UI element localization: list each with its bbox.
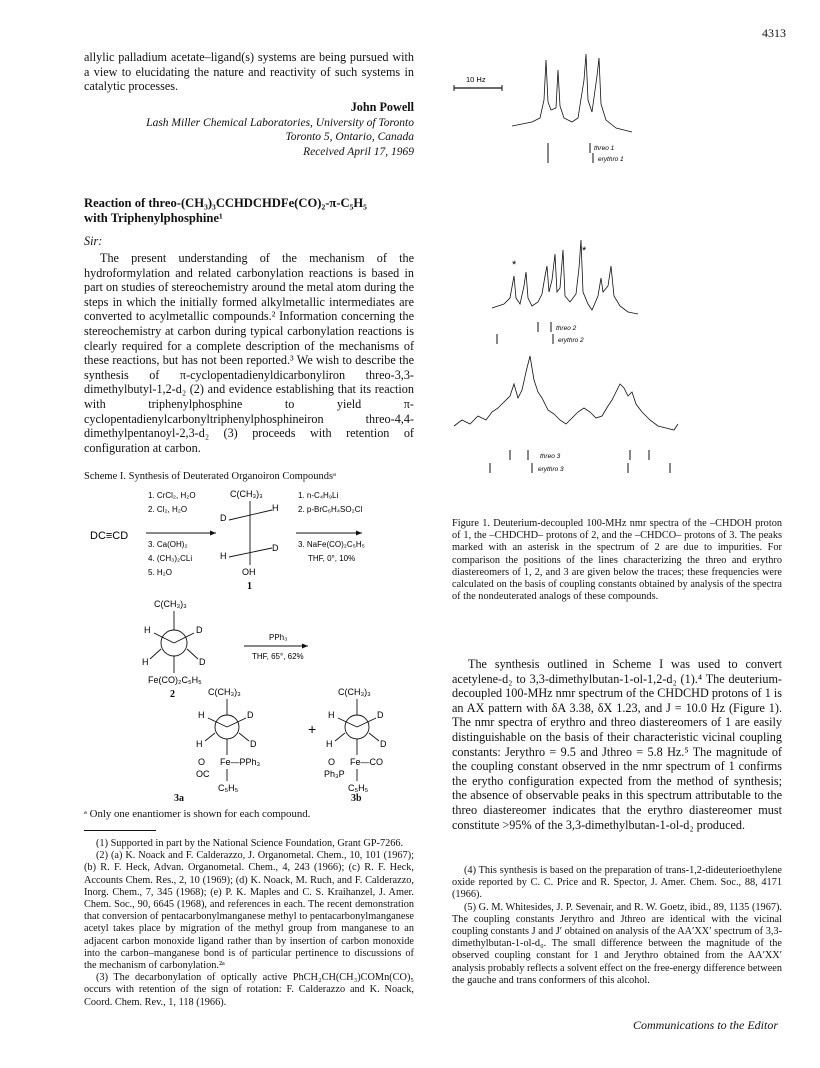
footnote-1: (1) Supported in part by the National Science Foundation, Grant GP-7266.: [96, 838, 404, 849]
c3b-h-bottom: H: [326, 739, 333, 749]
figure-caption: Figure 1. Deuterium-decoupled 100-MHz nmr spectra of the –CHDOH proton of 1, the –CHDCHD– protons of 2, and the –CHDCO– protons of 3. The peaks marked with an asterisk in the spectrum of 2 are due to impurities. For comparison the positions of the lines characterizing the threo and erythro diastereomers of 1, 2, and 3 are given below the traces; these frequencies were calculated on the basis of coupling constants obtained by analysis of the spectra of the nondeuterated analogs of these compounds.: [452, 518, 782, 603]
c3b-h-top: H: [328, 710, 335, 720]
erythro-1-label: erythro 1: [598, 156, 624, 163]
footnotes-right: [452, 865, 782, 987]
body-paragraph-1-text: The present understanding of the mechanism of the hydroformylation and related carbonylation reactions is based in part on studies of stereochemistry around the metal atom during the steps in which the initially formed alkylmetallic intermediates are converted to acylmetallic compounds.² Information concerning the stereochemistry at carbon during typical carbonylation reactions is clearly required for a complete description of the mechanisms of these reactions, but has not been reported.³ We wish to describe the synthesis of π-cyclopentadienyldicarbonyliron threo-3,3-dimethylbutyl-1,2-d₂ (2) and evidence establishing that its reaction with triphenylphosphine to yield π-cyclopentadienylcarbonyltriphenylphosphineiron threo-4,4-dimethylpentanoyl-2,3-d₂ (3) proceeds with retention of configuration at carbon.: [84, 251, 414, 455]
cond1-step-5: 5. H₂O: [148, 568, 172, 577]
c3a-o: O: [198, 757, 206, 767]
affiliation-line-1: Lash Miller Chemical Laboratories, University of Toronto: [146, 117, 414, 129]
c2-fe-group: Fe(CO)₂C₅H₅: [148, 675, 202, 685]
c1-d-top: D: [220, 513, 227, 523]
salutation: Sir:: [84, 234, 103, 248]
c3b-tbu: C(CH₃)₃: [338, 687, 371, 697]
cond3-bottom: THF, 65°, 62%: [252, 652, 304, 661]
c3a-oc: OC: [196, 769, 210, 779]
compound-1-label: 1: [247, 581, 252, 592]
scheme-title: Scheme I. Synthesis of Deuterated Organoiron Compoundsᵃ: [84, 471, 337, 482]
c3a-d-bottom: D: [250, 739, 257, 749]
c3a-h-top: H: [198, 710, 205, 720]
c3b-c5h5: C₅H₅: [348, 783, 369, 793]
threo-1-label: threo 1: [594, 145, 615, 152]
plus-sign: +: [308, 721, 317, 737]
footnotes-left: [84, 838, 414, 1009]
footnote-2: (2) (a) K. Noack and F. Calderazzo, J. Organometal. Chem., 10, 101 (1967); (b) R. F. Heck, Advan. Organometal. Chem., 4, 243 (1966); (c) R. F. Heck, Accounts Chem. Res., 2, 10 (1969); (d) K. Noack, M. Ruch, and F. Calderazzo, Inorg. Chem., 7, 345 (1968); (e) P. K. Maples and C. S. Kraihanzel, J. Amer. Chem. Soc., 90, 6645 (1968), and references in each. The recent demonstration that conversion of pentacarbonylmanganese methyl to pentacarbonylmanganese acetyl takes place by migration of the methyl group from manganese to an adjacent carbon monoxide ligand rather than by insertion of carbon monoxide into the carbon–manganese bond is of particular pertinence to discussions of the mechanism of carbonylation.²ᵃ: [84, 850, 414, 972]
c3b-ph3p: Ph₃P: [324, 769, 345, 779]
spectrum-1-trace: [512, 54, 632, 132]
cond1-step-3: 3. Ca(OH)₂: [148, 540, 188, 549]
compound-3b-structure: [324, 687, 387, 793]
c3a-tbu: C(CH₃)₃: [208, 687, 241, 697]
c1-tbu: C(CH₃)₃: [230, 489, 263, 499]
c2-tbu: C(CH₃)₃: [154, 599, 187, 609]
scale-label: 10 Hz: [466, 75, 486, 84]
cond1-step-2: 2. Cl₂, H₂O: [148, 505, 188, 514]
compound-2-label: 2: [170, 689, 175, 700]
scheme-products-diagram: [84, 683, 414, 795]
c1-h-bottom: H: [220, 551, 227, 561]
page-footer: Communications to the Editor: [633, 1018, 778, 1032]
intro-text: allylic palladium acetate–ligand(s) systems are being pursued with a view to elucidating the nature and reactivity of such systems in catalytic processes.: [84, 50, 414, 94]
compound-3a-structure: [196, 687, 261, 793]
cond2-step-1: 1. n-C₄H₉Li: [298, 491, 339, 500]
scheme-footnote: ᵃ Only one enantiomer is shown for each compound.: [84, 808, 311, 820]
c1-d-bottom: D: [272, 543, 279, 553]
c3b-d-top: D: [377, 710, 384, 720]
article-title-line-1: Reaction of threo-(CH₃)₃CCHDCHDFe(CO)₂-π-C₅H₅: [84, 196, 367, 210]
author-name: John Powell: [350, 100, 414, 114]
c2-d-bottom: D: [199, 657, 206, 667]
c3b-d-bottom: D: [380, 739, 387, 749]
c2-d-top: D: [196, 625, 203, 635]
received-date: Received April 17, 1969: [303, 146, 414, 158]
cond2-step-2: 2. p-BrC₆H₄SO₂Cl: [298, 505, 363, 514]
erythro-2-label: erythro 2: [558, 337, 584, 344]
arrow-1-head: [210, 531, 216, 536]
intro-paragraph: [84, 50, 414, 94]
body-paragraph-2-text: The synthesis outlined in Scheme I was used to convert acetylene-d₂ to 3,3-dimethylbutan-1-ol-1,2-d₂ (1).⁴ The deuterium-decoupled 100-MHz nmr spectrum of the CHDCHD protons of 1 is an AX pattern with δA 3.38, δX 1.23, and J = 10.0 Hz (Figure 1). The nmr spectra of erythro and threo diastereomers of 1 are easily distinguishable on the basis of their characteristic vicinal coupling constants: Jerythro = 9.5 and Jthreo = 5.8 Hz.⁵ The magnitude of the coupling constant observed in the nmr spectrum of 1 confirms the erytho configuration expected from the method of synthesis; the absence of observable peaks in this spectrum attributable to the threo diastereomer indicates that the erythro diastereomer must constitute >95% of the 3,3-dimethylbutan-1-ol-d₂ produced.: [452, 657, 782, 832]
nmr-spectra-figure: [452, 40, 782, 520]
conditions-1: [148, 491, 196, 577]
affiliation-line-2: Toronto 5, Ontario, Canada: [285, 131, 414, 143]
page-number: 4313: [762, 26, 786, 40]
impurity-asterisk-1: *: [512, 259, 517, 271]
cond1-step-4: 4. (CH₃)₂CLi: [148, 554, 193, 563]
cond1-step-1: 1. CrCl₂, H₂O: [148, 491, 196, 500]
cond3-top: PPh₃: [269, 633, 288, 642]
c1-h-top: H: [272, 503, 279, 513]
spectrum-3-trace: [454, 356, 678, 430]
threo-3-label: threo 3: [540, 453, 561, 460]
footnote-5: (5) G. M. Whitesides, J. P. Sevenair, and R. W. Goetz, ibid., 89, 1135 (1967). The coupling constants Jerythro and Jthreo are identical with the vicinal coupling constants J and J′ obtained on analysis of the AA′XX′ spectrum of 3,3-dimethylbutan-1-ol-d₀. The small difference between the magnitude of the observed coupling constant for 1 and Jerythro obtained from the AA′XX′ analysis probably reflects a solvent effect on the free-energy difference between the gauche and trans conformers of this alcohol.: [452, 901, 782, 986]
reactant-label: DC≡CD: [90, 530, 129, 542]
threo-2-label: threo 2: [556, 325, 577, 332]
compound-1-structure: [220, 489, 279, 592]
body-paragraph-2: [452, 657, 782, 832]
compound-3a-label: 3a: [174, 793, 184, 804]
cond2-step-3: 3. NaFe(CO)₂C₅H₅: [298, 540, 365, 549]
c3a-h-bottom: H: [196, 739, 203, 749]
c3b-fe-co: Fe—CO: [350, 757, 384, 767]
impurity-asterisk-2: *: [582, 245, 587, 257]
footnote-3: (3) The decarbonylation of optically active PhCH₂CH(CH₃)COMn(CO)₅ occurs with retention of the sign of rotation: F. Calderazzo and K. Noack, Coord. Chem. Rev., 1, 118 (1966).: [84, 972, 414, 1008]
c3a-d-top: D: [247, 710, 254, 720]
c2-h-bottom: H: [142, 657, 149, 667]
article-title-line-2: with Triphenylphosphine¹: [84, 211, 223, 225]
arrow-3-head: [302, 644, 308, 649]
c1-oh: OH: [242, 567, 256, 577]
erythro-3-label: erythro 3: [538, 466, 564, 473]
arrow-2-head: [356, 531, 362, 536]
cond2-step-4: THF, 0°, 10%: [308, 554, 356, 563]
c2-h-top: H: [144, 625, 151, 635]
c3b-o: O: [328, 757, 336, 767]
compound-3b-label: 3b: [351, 793, 362, 804]
footnote-divider: [84, 830, 156, 831]
c3a-fe-pph3: Fe—PPh₃: [220, 757, 261, 767]
c3a-c5h5: C₅H₅: [218, 783, 239, 793]
body-paragraph-1: [84, 251, 414, 455]
spectrum-2-trace: [492, 240, 638, 314]
footnote-4: (4) This synthesis is based on the preparation of trans-1,2-dideuterioethylene oxide reported by C. C. Price and R. Spector, J. Amer. Chem. Soc., 88, 4171 (1966).: [452, 865, 782, 901]
